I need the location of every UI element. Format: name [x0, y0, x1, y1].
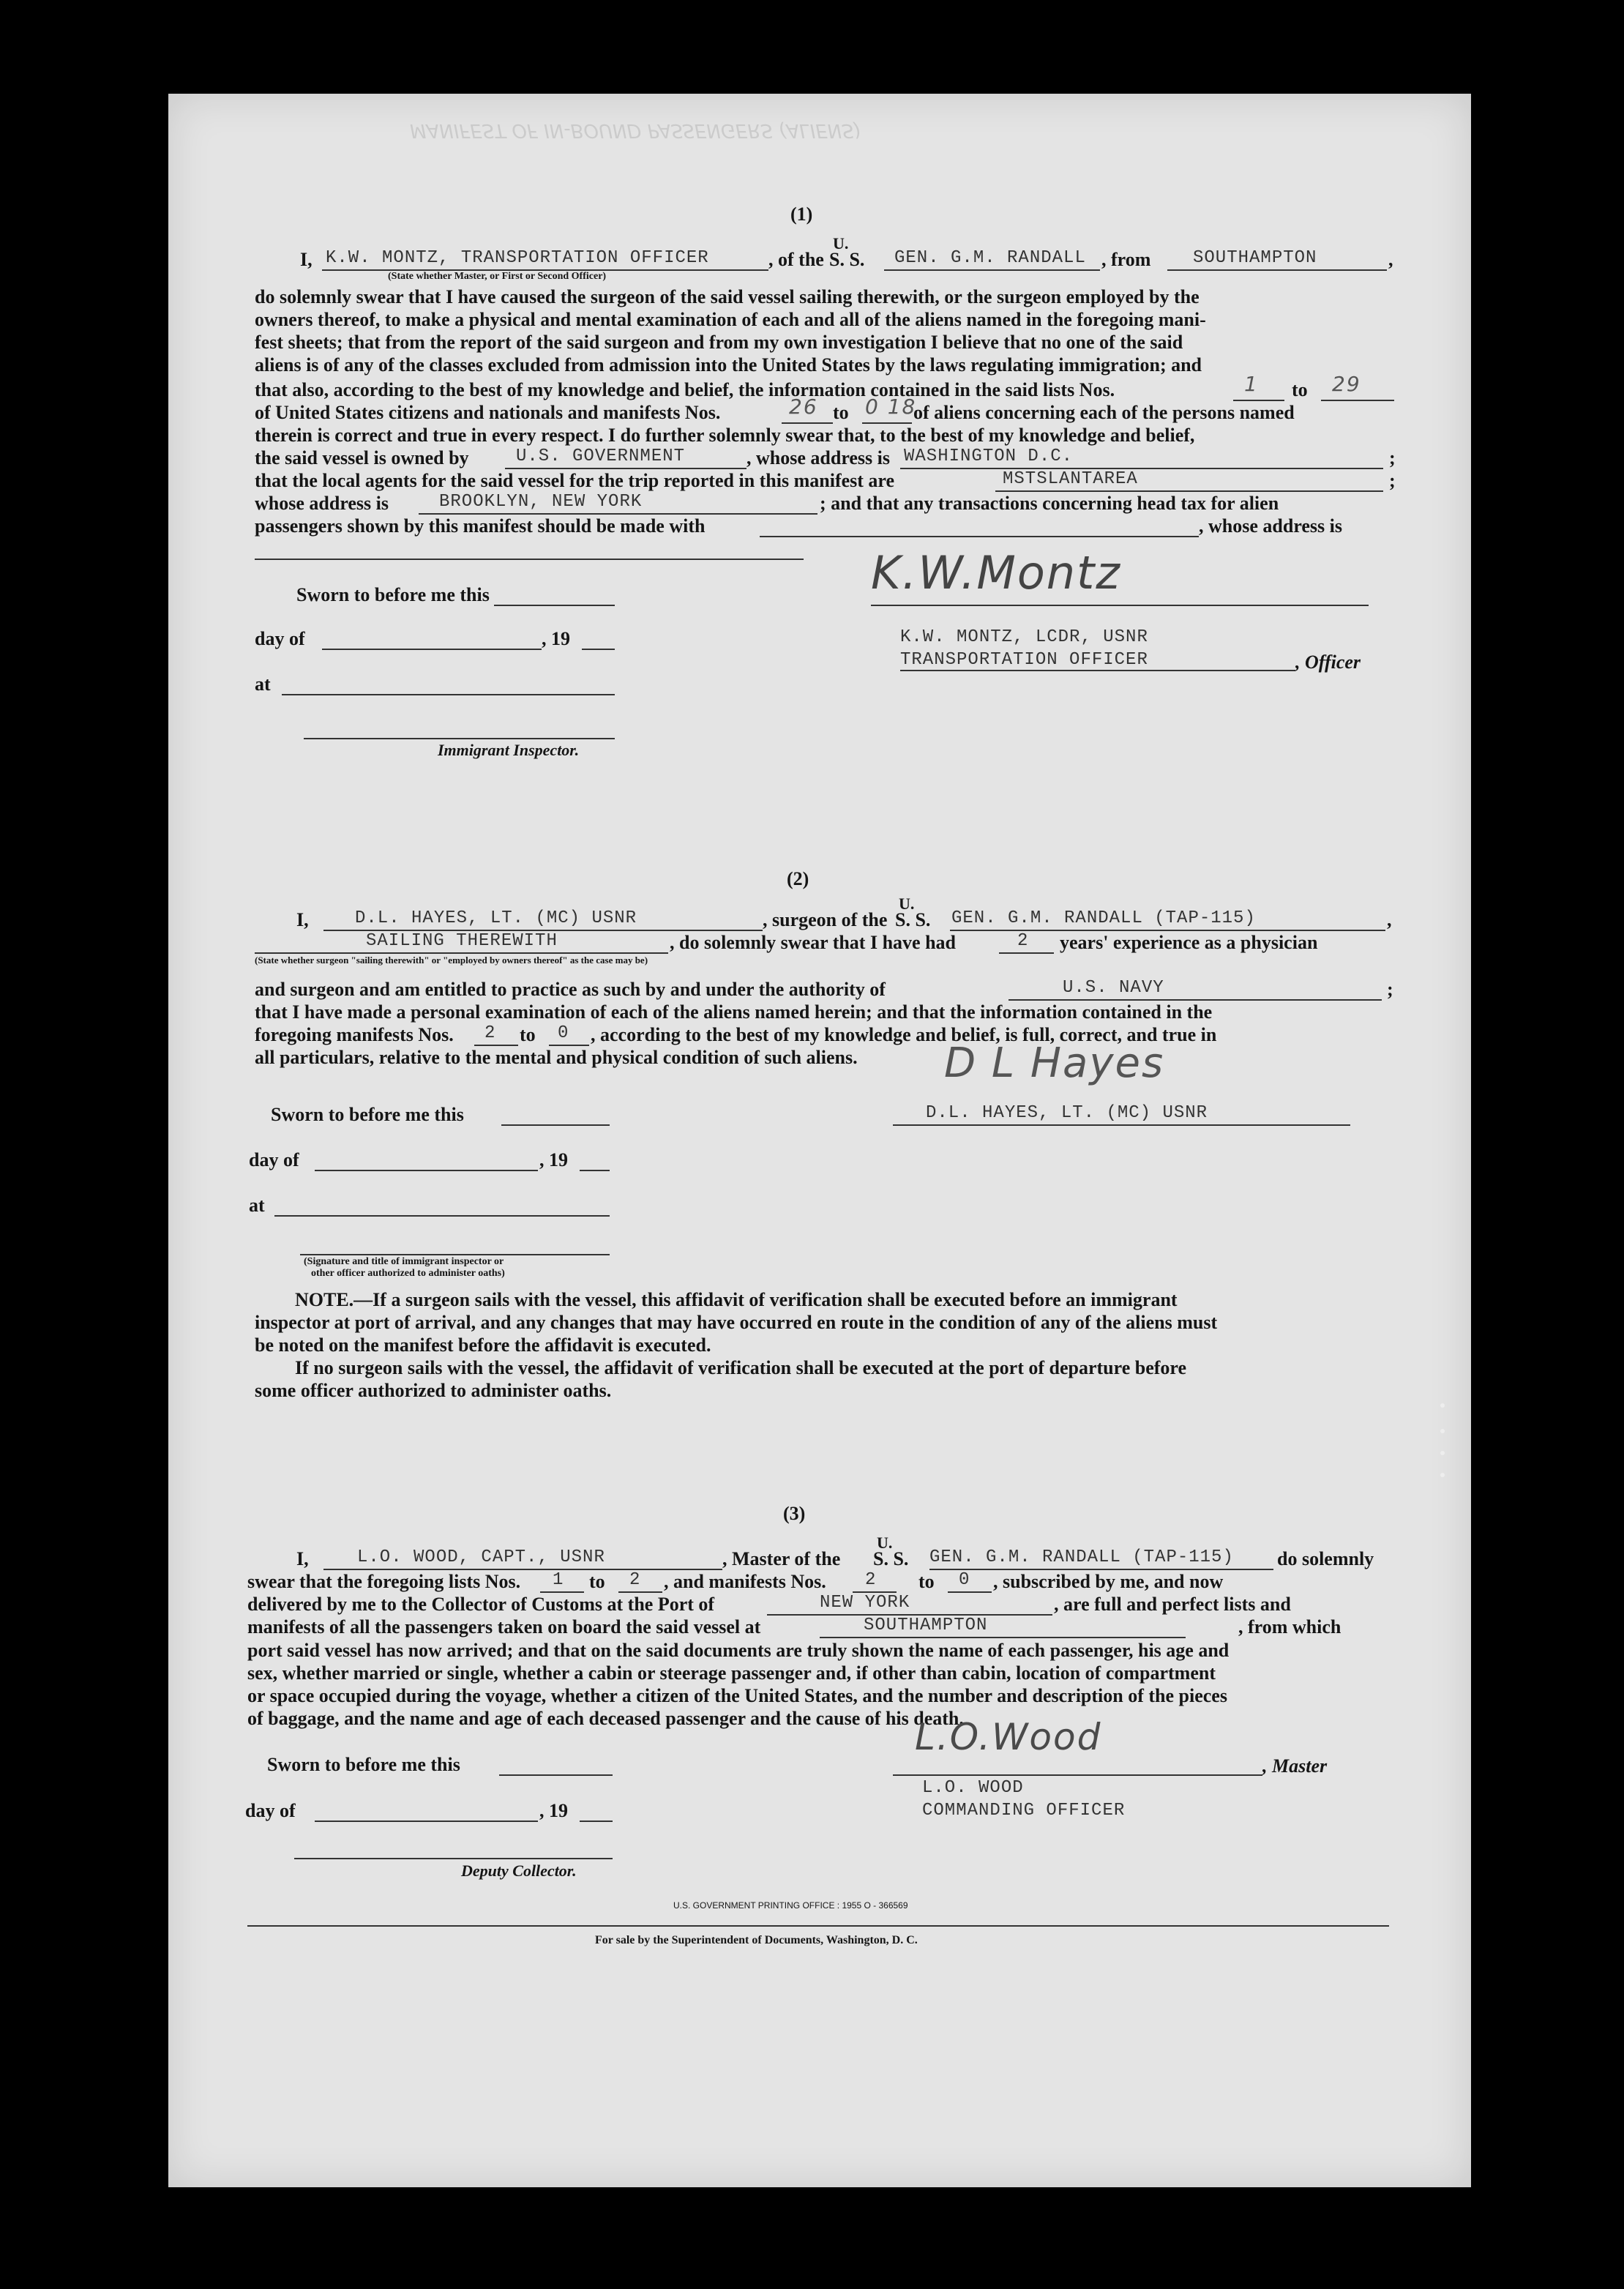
s3-ship-value: GEN. G.M. RANDALL (TAP-115) — [929, 1547, 1234, 1567]
section-2-number: (2) — [787, 868, 809, 889]
s3-line4a: manifests of all the passengers taken on board the said vessel at — [247, 1616, 761, 1638]
s1-para-line: do solemnly swear that I have caused the surgeon of the said vessel sailing therewith, or the surgeon employed by the — [255, 286, 1200, 307]
s1-line11a: passengers shown by this manifest should be made with — [255, 515, 706, 537]
s1-signature-line — [871, 605, 1369, 606]
s1-pre: I, — [300, 249, 313, 270]
s1-sign-title: TRANSPORTATION OFFICER — [900, 650, 1148, 670]
s2-sworn: Sworn to before me this — [271, 1104, 464, 1125]
s1-year-line — [582, 649, 615, 650]
s1-sworn-line — [494, 605, 615, 606]
s1-line10b: ; and that any transactions concerning head tax for alien — [820, 493, 1279, 514]
s2-authority-line — [1009, 999, 1382, 1001]
s1-line6a: of United States citizens and nationals and manifests Nos. — [255, 402, 721, 423]
s3-line3a: delivered by me to the Collector of Customs at the Port of — [247, 1594, 715, 1615]
note-line: If no surgeon sails with the vessel, the affidavit of verification shall be executed at the port of departure before — [295, 1357, 1187, 1378]
s3-year: , 19 — [539, 1800, 568, 1821]
s1-owner-addr-line — [900, 468, 1383, 469]
bleed-through-text: MANIFEST OF IN-BOUND PASSENGERS (ALIENS) — [410, 119, 861, 141]
s1-ship-line — [884, 269, 1100, 271]
s1-comma: , — [1388, 249, 1393, 270]
s1-line8a: the said vessel is owned by — [255, 447, 469, 468]
s2-at: at — [249, 1195, 265, 1216]
section-3-number: (3) — [783, 1503, 806, 1524]
s2-authority: U.S. NAVY — [1063, 978, 1164, 998]
s2-line3a: and surgeon and am entitled to practice as such by and under the authority of — [255, 979, 886, 1000]
s1-man-to-line — [862, 422, 912, 424]
s1-caption: (State whether Master, or First or Second Officer) — [388, 271, 607, 282]
s2-sworn-line — [501, 1124, 610, 1126]
s1-line6b: of aliens concerning each of the persons named — [913, 402, 1295, 423]
s3-master-line — [323, 1569, 722, 1570]
s1-agents-line — [995, 490, 1383, 492]
s2-sailing-value: SAILING THEREWITH — [366, 931, 558, 951]
s1-agents-value: MSTSLANTAREA — [1003, 469, 1138, 489]
s1-officer-value: K.W. MONTZ, TRANSPORTATION OFFICER — [326, 248, 709, 268]
s3-signature-line — [893, 1774, 1262, 1776]
s3-sign-name: L.O. WOOD — [922, 1778, 1024, 1798]
s2-semicolon: ; — [1387, 979, 1393, 1000]
s1-para-line: fest sheets; that from the report of the said surgeon and from my own investigation I believe that no one of the said — [255, 332, 1183, 353]
s2-line6: all particulars, relative to the mental and physical condition of such aliens. — [255, 1047, 858, 1068]
note-line: some officer authorized to administer oaths. — [255, 1380, 612, 1401]
s1-line7: therein is correct and true in every respect. I do further solemnly swear that, to the best of my knowledge and belief, — [255, 425, 1195, 446]
s1-man-to: 0 18 — [865, 395, 917, 419]
s1-line11b: , whose address is — [1199, 515, 1343, 537]
s2-ship-value: GEN. G.M. RANDALL (TAP-115) — [951, 908, 1256, 928]
note-line: inspector at port of arrival, and any changes that may have occurred en route in the condition of any of the aliens must — [255, 1312, 1218, 1333]
s1-sign-name: K.W. MONTZ, LCDR, USNR — [900, 627, 1148, 647]
s2-signature: D L Hayes — [944, 1039, 1165, 1087]
s3-man-from: 2 — [865, 1570, 877, 1590]
s1-us-mark: U. — [833, 234, 849, 253]
s3-port-arrival: NEW YORK — [820, 1593, 910, 1613]
s2-caption: (State whether surgeon "sailing therewith" or "employed by owners thereof" as the case may be) — [255, 955, 648, 966]
s2-ship-line — [950, 930, 1385, 931]
s3-port-depart-line — [820, 1637, 1186, 1638]
document-page — [168, 94, 1471, 2187]
s1-lists-from-line — [1233, 400, 1284, 401]
s3-ss: S. S. — [873, 1548, 909, 1569]
note-line: NOTE.—If a surgeon sails with the vessel, this affidavit of verification shall be executed before an immigrant — [295, 1289, 1178, 1310]
s3-man-to: 0 — [959, 1570, 970, 1590]
s2-sign-name: D.L. HAYES, LT. (MC) USNR — [926, 1103, 1208, 1123]
s1-port-line — [1167, 269, 1387, 271]
s3-to-1: to — [589, 1571, 605, 1592]
s1-agent-addr-line — [419, 513, 817, 515]
s2-man-from-line — [474, 1045, 518, 1046]
s1-signature: K.W.Montz — [871, 546, 1121, 600]
s1-owner-line — [505, 468, 746, 469]
s1-line9: that the local agents for the said vessel for the trip reported in this manifest are — [255, 470, 895, 491]
s2-surgeon-value: D.L. HAYES, LT. (MC) USNR — [355, 908, 637, 928]
s1-officer-line-2 — [900, 670, 1295, 671]
s3-ship-line — [929, 1569, 1273, 1570]
s2-pre: I, — [296, 909, 309, 930]
s2-sig-caption-1: (Signature and title of immigrant inspector or — [304, 1256, 504, 1267]
s1-ship-value: GEN. G.M. RANDALL — [894, 248, 1086, 268]
s1-year: , 19 — [542, 628, 570, 649]
s1-day-line — [322, 649, 542, 650]
s2-man-to-line — [549, 1045, 589, 1046]
s1-headtax-line — [760, 536, 1199, 537]
s1-para-line: owners thereof, to make a physical and mental examination of each and all of the aliens named in the foregoing mani- — [255, 309, 1206, 330]
s3-man-to-line — [948, 1591, 992, 1593]
s2-note — [255, 1288, 1393, 1402]
s1-ss: S. S. — [829, 249, 865, 270]
s3-us-mark: U. — [877, 1534, 893, 1552]
s3-line4b: , from which — [1238, 1616, 1342, 1638]
s1-para-line: aliens is of any of the classes excluded from admission into the United States by the laws regulating immigration; and — [255, 354, 1202, 376]
s3-sworn: Sworn to before me this — [267, 1754, 460, 1775]
s3-para-line: of baggage, and the name and age of each deceased passenger and the cause of his death. — [247, 1708, 964, 1729]
s2-to: to — [520, 1024, 536, 1045]
section-1-number: (1) — [790, 203, 813, 225]
s2-day-of: day of — [249, 1149, 299, 1170]
s3-year-line — [580, 1821, 613, 1822]
s1-lists-from: 1 — [1244, 372, 1259, 396]
s3-line2c: , subscribed by me, and now — [993, 1571, 1224, 1592]
s3-para-line: sex, whether married or single, whether a cabin or steerage passenger and, if other than cabin, location of compartment — [247, 1662, 1216, 1684]
s1-sworn: Sworn to before me this — [296, 584, 490, 605]
s3-port-depart: SOUTHAMPTON — [864, 1616, 988, 1635]
s3-collector-line — [294, 1858, 613, 1859]
s3-lists-to-line — [618, 1591, 662, 1593]
s1-man-from-line — [782, 422, 833, 424]
s2-years-value: 2 — [1017, 931, 1029, 951]
s1-from: , from — [1101, 249, 1151, 270]
s1-semicolon-2: ; — [1389, 470, 1396, 491]
s2-year-line — [580, 1170, 610, 1171]
s2-line5a: foregoing manifests Nos. — [255, 1024, 454, 1045]
s3-sign-title: COMMANDING OFFICER — [922, 1801, 1126, 1821]
s1-port-value: SOUTHAMPTON — [1193, 248, 1317, 268]
s3-lists-to: 2 — [629, 1570, 641, 1590]
s1-lists-to: 29 — [1332, 372, 1361, 396]
edge-dot — [1440, 1473, 1445, 1477]
s2-us-mark: U. — [899, 895, 915, 913]
s3-master-value: L.O. WOOD, CAPT., USNR — [357, 1547, 605, 1567]
s1-lists-to-line — [1321, 400, 1394, 401]
s3-day-of: day of — [245, 1800, 296, 1821]
s3-master-label: , Master — [1262, 1755, 1328, 1777]
s1-line5: that also, according to the best of my knowledge and belief, the information contained in the said lists Nos. — [255, 379, 1115, 400]
edge-dot — [1440, 1429, 1445, 1433]
s1-officer-label: , Officer — [1295, 651, 1361, 673]
s3-signature: L.O.Wood — [915, 1716, 1102, 1758]
s1-line10a: whose address is — [255, 493, 389, 514]
s1-semicolon: ; — [1389, 447, 1396, 468]
s2-years-line — [999, 952, 1054, 954]
s2-line5b: , according to the best of my knowledge and belief, is full, correct, and true in — [591, 1024, 1217, 1045]
note-line: be noted on the manifest before the affidavit is executed. — [255, 1334, 711, 1356]
s1-owner-addr: WASHINGTON D.C. — [904, 447, 1074, 466]
s3-lists-from: 1 — [553, 1570, 564, 1590]
s1-para — [255, 285, 1396, 376]
s1-agent-addr: BROOKLYN, NEW YORK — [439, 492, 643, 512]
s2-ss: S. S. — [895, 909, 931, 930]
s3-day-line — [315, 1821, 538, 1822]
s2-man-from: 2 — [484, 1023, 496, 1043]
s2-years-text: years' experience as a physician — [1060, 932, 1318, 953]
s3-sworn-line — [499, 1774, 613, 1776]
s1-lists-to-label: to — [1292, 379, 1308, 400]
s2-sig-caption-2: other officer authorized to administer oaths) — [311, 1268, 505, 1279]
s3-lists-from-line — [540, 1591, 584, 1593]
s3-line3b: , are full and perfect lists and — [1054, 1594, 1291, 1615]
s3-master-of: , Master of the — [722, 1548, 841, 1569]
s2-line4: that I have made a personal examination of each of the aliens named herein; and that the information contained in the — [255, 1001, 1213, 1023]
s2-surgeon-of: , surgeon of the — [763, 909, 888, 930]
s3-para-line: or space occupied during the voyage, whether a citizen of the United States, and the number and description of the pieces — [247, 1685, 1227, 1706]
s3-para — [247, 1639, 1393, 1730]
s3-para-line: port said vessel has now arrived; and that on the said documents are truly shown the name of each passenger, his age and — [247, 1640, 1230, 1661]
s1-man-from: 26 — [789, 395, 818, 419]
s1-line8b: , whose address is — [746, 447, 891, 468]
s3-line2b: , and manifests Nos. — [664, 1571, 826, 1592]
s2-swear: , do solemnly swear that I have had — [670, 932, 957, 953]
s3-collector: Deputy Collector. — [461, 1862, 577, 1880]
s1-owner-value: U.S. GOVERNMENT — [516, 447, 686, 466]
s3-do-solemnly: do solemnly — [1277, 1548, 1374, 1569]
s1-inspector: Immigrant Inspector. — [438, 741, 580, 759]
s2-day-line — [315, 1170, 538, 1171]
s1-at-line — [282, 694, 615, 695]
edge-dot — [1440, 1451, 1445, 1455]
s2-man-to: 0 — [558, 1023, 569, 1043]
s1-at: at — [255, 673, 271, 695]
s1-of-the: , of the — [768, 249, 824, 270]
footer-rule — [247, 1925, 1389, 1927]
s2-at-line — [274, 1215, 610, 1217]
s2-comma: , — [1387, 909, 1392, 930]
s3-to-2: to — [918, 1571, 935, 1592]
s3-line2a: swear that the foregoing lists Nos. — [247, 1571, 521, 1592]
edge-dot — [1440, 1403, 1445, 1408]
s1-headtax-addr-line — [255, 559, 804, 560]
s2-year: , 19 — [539, 1149, 568, 1170]
s2-sailing-line — [255, 952, 668, 954]
printing-office: U.S. GOVERNMENT PRINTING OFFICE : 1955 O - 366569 — [673, 1900, 908, 1911]
s2-signature-line — [893, 1124, 1350, 1126]
s1-day-of: day of — [255, 628, 305, 649]
s2-sig-caption-line — [300, 1254, 610, 1255]
s3-pre: I, — [296, 1548, 309, 1569]
s1-man-to-label: to — [833, 402, 849, 423]
sale-notice: For sale by the Superintendent of Documents, Washington, D. C. — [595, 1934, 918, 1946]
